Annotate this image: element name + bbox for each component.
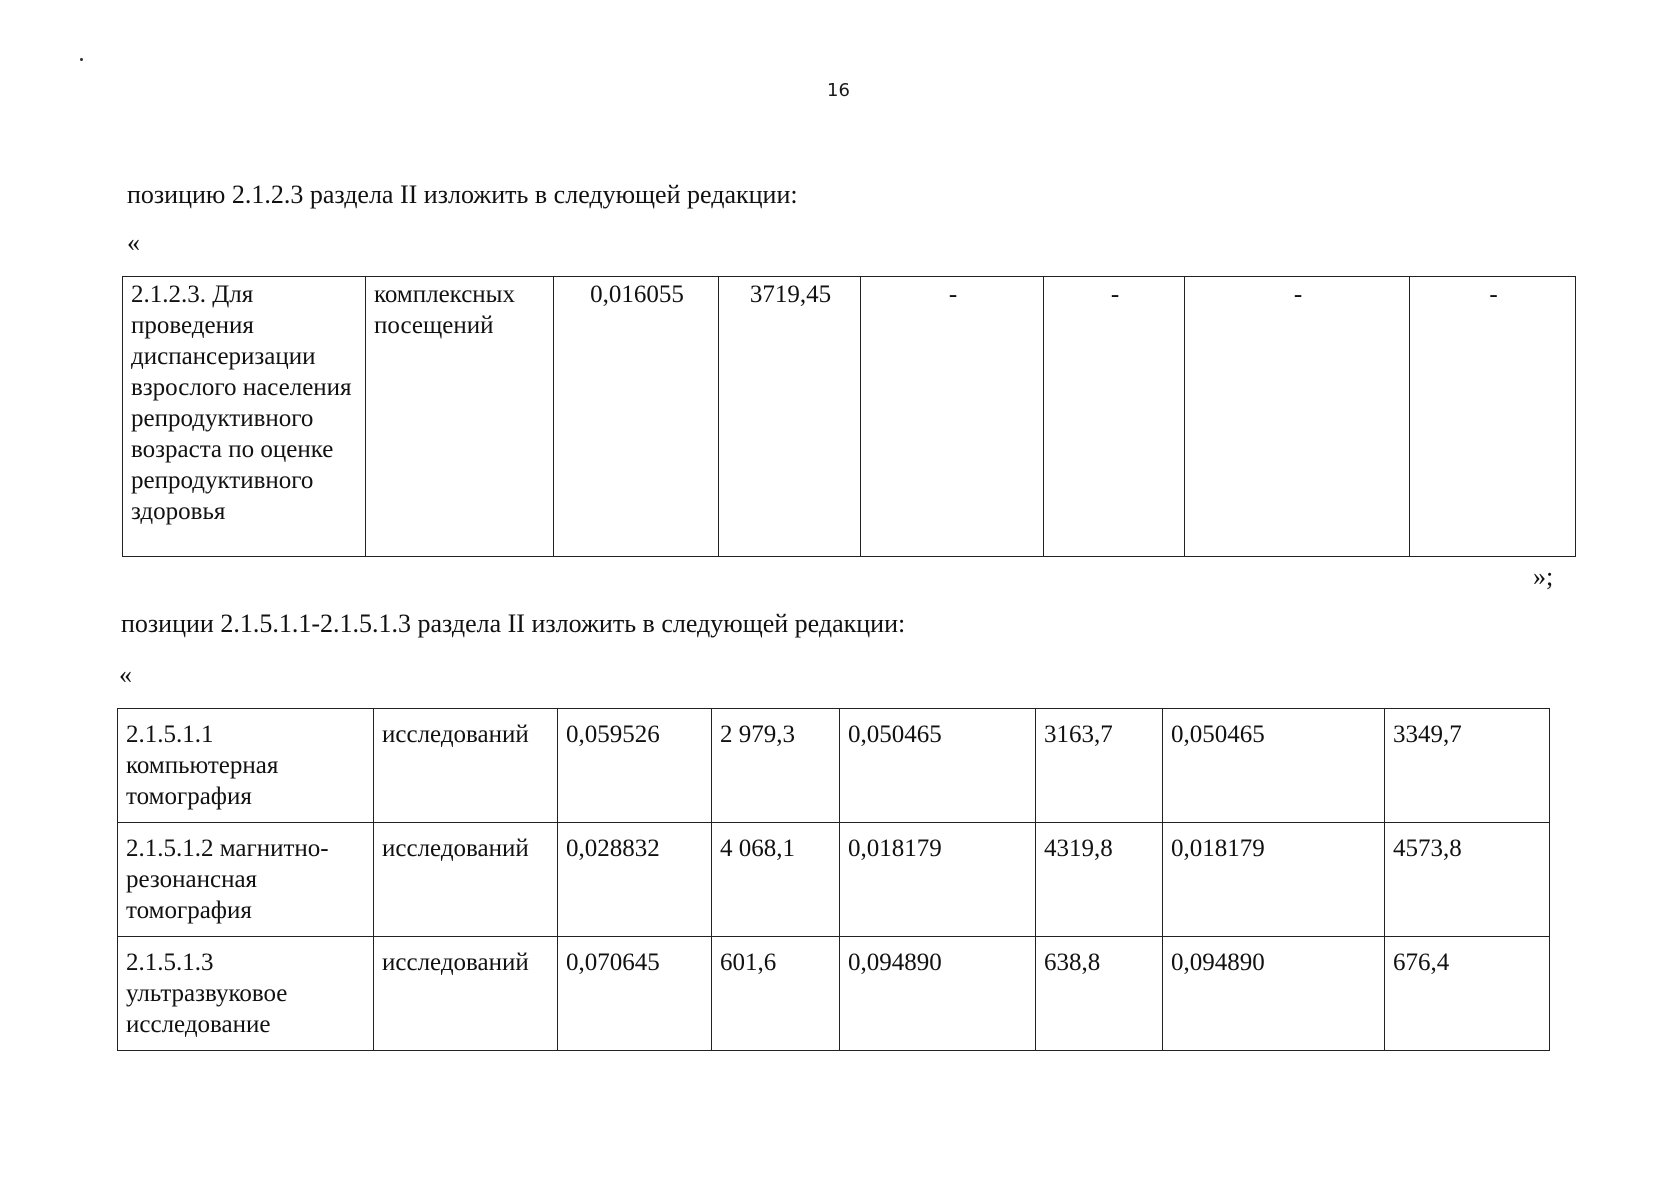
value-cell: 0,094890 xyxy=(840,937,1036,1051)
table-row xyxy=(118,709,1550,823)
value-cell: 4319,8 xyxy=(1036,823,1163,937)
value-cell: 0,059526 xyxy=(558,709,712,823)
position-name-cell: 2.1.5.1.1 компьютерная томография xyxy=(118,709,374,823)
value-cell: 3163,7 xyxy=(1036,709,1163,823)
value-cell: 0,018179 xyxy=(840,823,1036,937)
value-cell: 3719,45 xyxy=(719,277,861,557)
value-cell: 0,094890 xyxy=(1163,937,1385,1051)
value-cell: 676,4 xyxy=(1385,937,1550,1051)
unit-cell: комплексных посещений xyxy=(366,277,554,557)
page-number: 16 xyxy=(827,80,850,101)
value-cell: 0,016055 xyxy=(554,277,719,557)
scan-dot xyxy=(80,58,83,61)
value-cell: 0,028832 xyxy=(558,823,712,937)
unit-cell: исследований xyxy=(374,937,558,1051)
table-position-2-1-2-3 xyxy=(122,276,1576,557)
value-cell: 601,6 xyxy=(712,937,840,1051)
value-cell: 0,050465 xyxy=(1163,709,1385,823)
unit-cell: исследований xyxy=(374,823,558,937)
value-cell: 638,8 xyxy=(1036,937,1163,1051)
value-cell: 2 979,3 xyxy=(712,709,840,823)
table-positions-2-1-5-1 xyxy=(117,708,1550,1051)
value-cell: 4 068,1 xyxy=(712,823,840,937)
opening-quote-2: « xyxy=(119,660,132,689)
value-cell: 0,018179 xyxy=(1163,823,1385,937)
table-row xyxy=(123,277,1576,557)
value-cell: 4573,8 xyxy=(1385,823,1550,937)
value-cell: - xyxy=(1185,277,1410,557)
position-name-cell: 2.1.5.1.3 ультразвуковое исследование xyxy=(118,937,374,1051)
table-row xyxy=(118,937,1550,1051)
value-cell: - xyxy=(1410,277,1576,557)
closing-quote-1: »; xyxy=(1533,562,1554,591)
table-row xyxy=(118,823,1550,937)
value-cell: - xyxy=(861,277,1044,557)
value-cell: 0,050465 xyxy=(840,709,1036,823)
unit-cell: исследований xyxy=(374,709,558,823)
position-name-cell: 2.1.5.1.2 магнитно-резонансная томография xyxy=(118,823,374,937)
instruction-paragraph-2: позиции 2.1.5.1.1-2.1.5.1.3 раздела II изложить в следующей редакции: xyxy=(121,609,906,638)
value-cell: - xyxy=(1044,277,1185,557)
position-name-cell: 2.1.2.3. Для проведения диспансеризации взрослого населения репродуктивного возраста по оценке репродуктивного здоровья xyxy=(123,277,366,557)
opening-quote-1: « xyxy=(127,228,140,257)
value-cell: 3349,7 xyxy=(1385,709,1550,823)
value-cell: 0,070645 xyxy=(558,937,712,1051)
instruction-paragraph-1: позицию 2.1.2.3 раздела II изложить в следующей редакции: xyxy=(127,180,798,209)
